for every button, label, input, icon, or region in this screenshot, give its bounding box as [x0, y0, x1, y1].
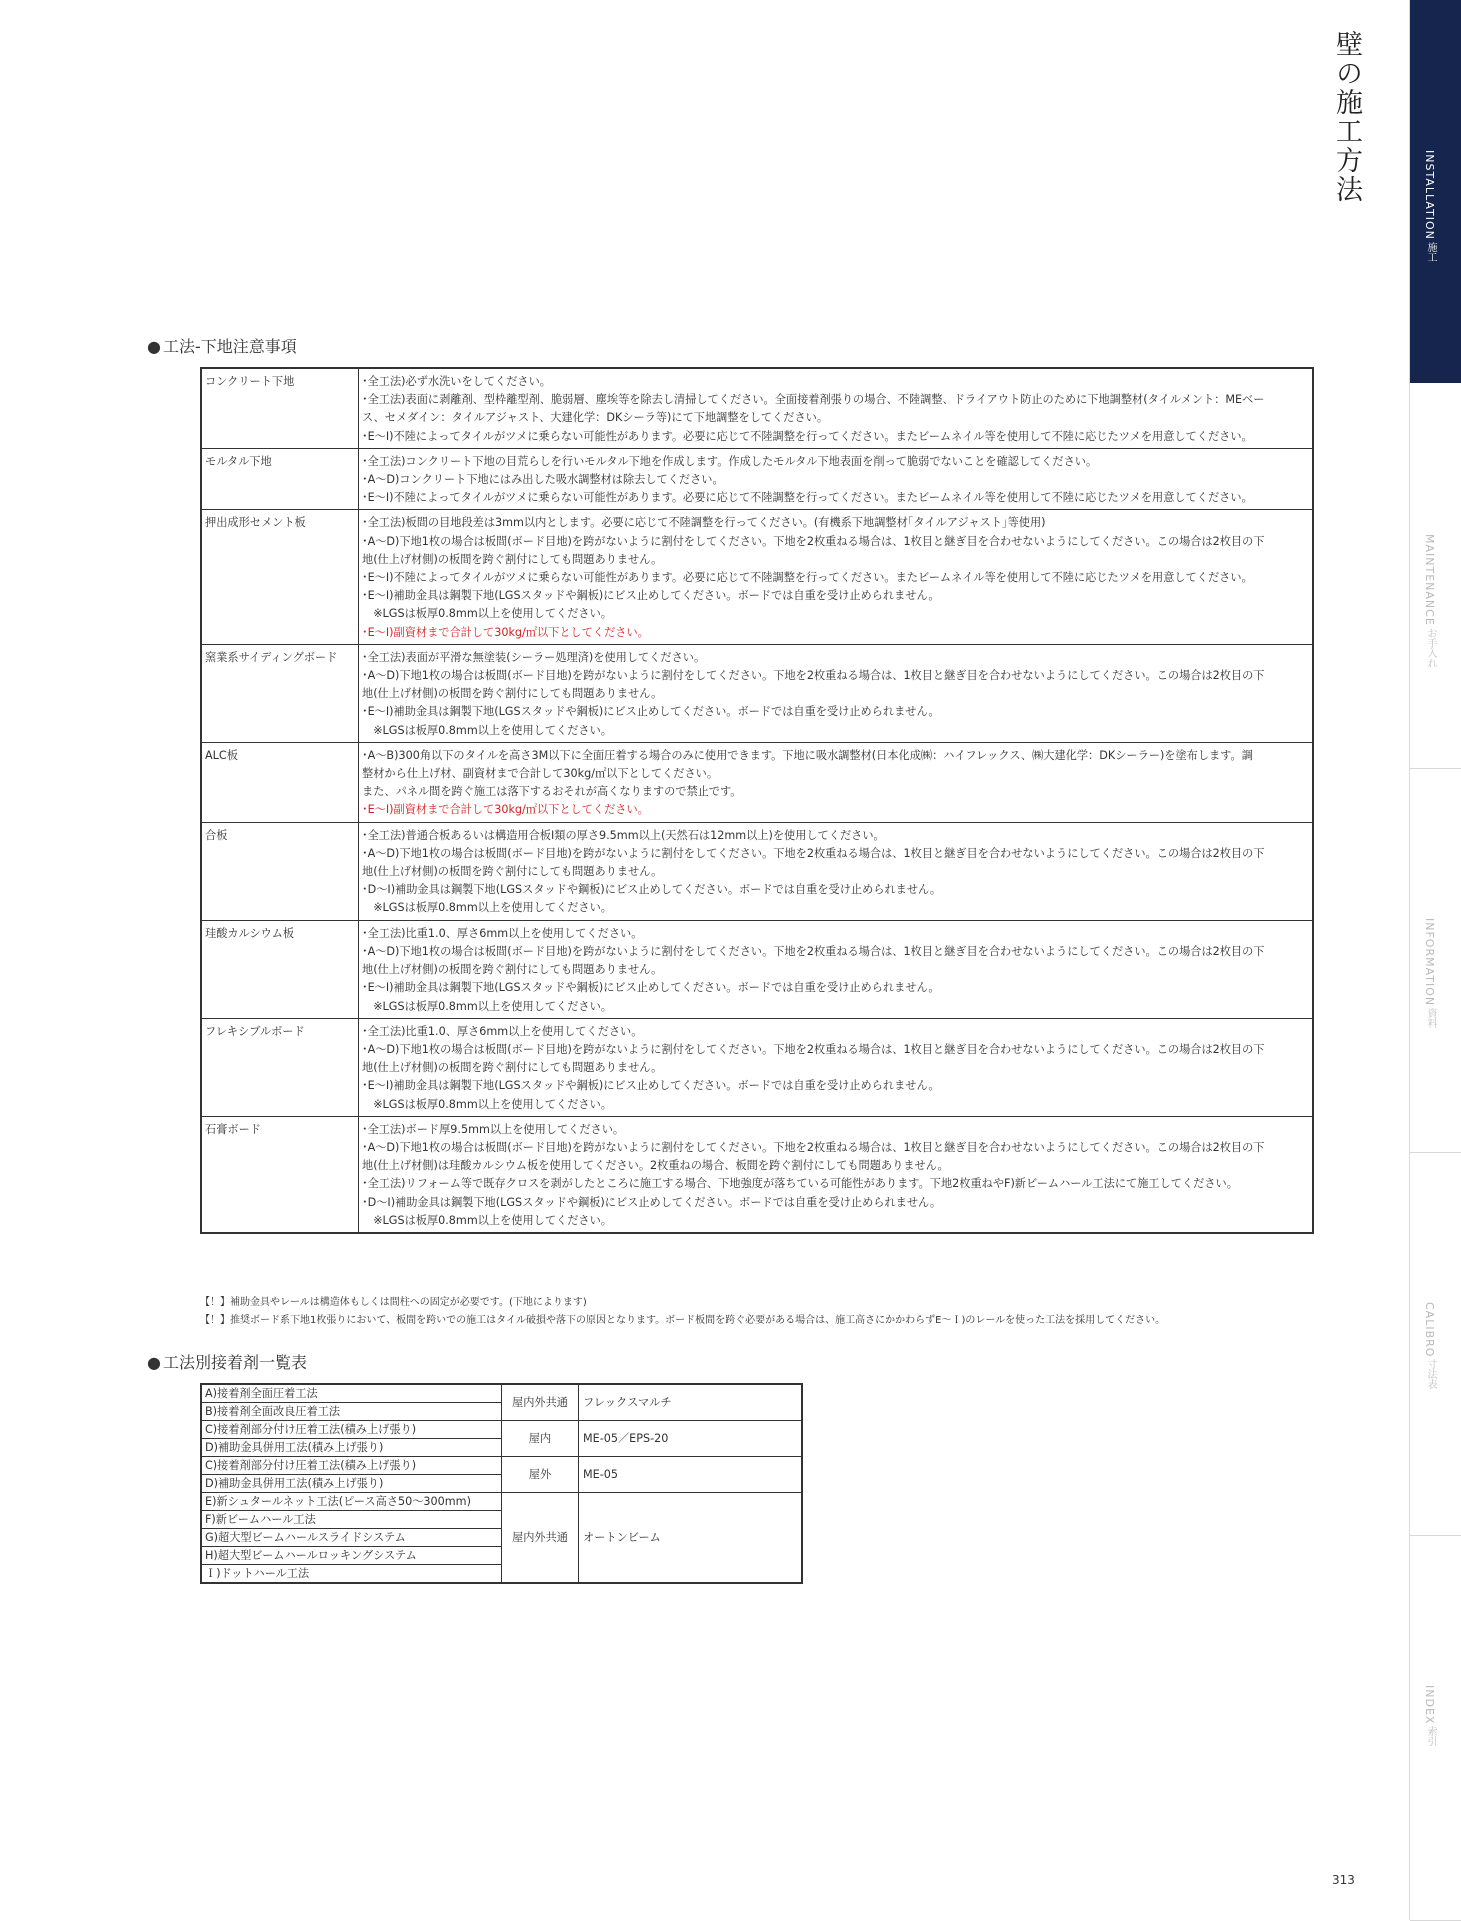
- method-name: H)超大型ビームハールロッキングシステム: [201, 1547, 502, 1565]
- side-tab-label-en: INSTALLATION: [1423, 150, 1436, 240]
- substrate-category: 石膏ボード: [201, 1116, 359, 1233]
- caution-note: 【！】推奨ボード系下地1枚張りにおいて、板間を跨いでの施工はタイル破損や落下の原因となります。ボード板間を跨ぐ必要がある場合は、施工高さにかかわらずE～Ｉ)のレールを使った工法を採用してください。: [200, 1315, 1166, 1326]
- usage-scope: 屋外: [502, 1457, 579, 1493]
- side-tab-text: [1424, 150, 1435, 262]
- note-line: ･A～D)下地1枚の場合は板間(ボード目地)を跨がないように割付をしてください。下地を2枚重ねる場合は、1枚目と継ぎ目を合わせないようにしてください。この場合は2枚目の下: [362, 944, 1265, 958]
- note-line: ･E～I)不陸によってタイルがツメに乗らない可能性があります。必要に応じて不陸調整を行ってください。またビームネイル等を使用して不陸に応じたツメを用意してください。: [362, 429, 1253, 443]
- table-row: [201, 1384, 802, 1403]
- method-name: C)接着剤部分付け圧着工法(積み上げ張り): [201, 1421, 502, 1439]
- warning-line: ･E～I)副資材まで合計して30kg/㎡以下としてください。: [362, 625, 649, 639]
- note-line: ･A～D)コンクリート下地にはみ出した吸水調整材は除去してください。: [362, 473, 724, 487]
- method-name: B)接着剤全面改良圧着工法: [201, 1403, 502, 1421]
- side-tab-label-en: INDEX: [1423, 1685, 1436, 1725]
- usage-scope: 屋内: [502, 1421, 579, 1457]
- table-row: [201, 1018, 1313, 1116]
- table-row: [201, 510, 1313, 644]
- section-heading-substrate: [147, 334, 297, 357]
- side-tab-index[interactable]: [1410, 1535, 1461, 1921]
- substrate-category: 窯業系サイディングボード: [201, 644, 359, 742]
- substrate-notes: [359, 448, 1314, 510]
- adhesive-product: ME-05: [579, 1457, 803, 1493]
- method-name: D)補助金具併用工法(積み上げ張り): [201, 1475, 502, 1493]
- note-line: ･全工法)リフォーム等で既存クロスを剥がしたところに施工する場合、下地強度が落ちている可能性があります。下地2枚重ねやF)新ビームハール工法にて施工してください。: [362, 1177, 1238, 1191]
- side-tab-text: [1424, 1302, 1435, 1389]
- note-line: ･全工法)比重1.0、厚さ6mm以上を使用してください。: [362, 1024, 643, 1038]
- table-row: [201, 448, 1313, 510]
- note-line: ･A～D)下地1枚の場合は板間(ボード目地)を跨がないように割付をしてください。下地を2枚重ねる場合は、1枚目と継ぎ目を合わせないようにしてください。この場合は2枚目の下: [362, 669, 1265, 683]
- note-line: ･全工法)板間の目地段差は3mm以内とします。必要に応じて不陸調整を行ってください。(有機系下地調整材｢タイルアジャスト｣等使用): [362, 516, 1046, 530]
- side-tab-label-jp: 施工: [1425, 241, 1436, 262]
- note-line: また、パネル間を跨ぐ施工は落下するおそれが高くなりますので禁止です。: [362, 785, 742, 799]
- adhesive-product: フレックスマルチ: [579, 1384, 803, 1421]
- table-row: [201, 742, 1313, 822]
- substrate-notes: [359, 822, 1314, 920]
- substrate-notes: [359, 920, 1314, 1018]
- note-line: ･全工法)普通合板あるいは構造用合板Ⅰ類の厚さ9.5mm以上(天然石は12mm以上)を使用してください。: [362, 828, 885, 842]
- side-tab-label-jp: 資料: [1425, 1008, 1436, 1029]
- caution-notes: [200, 1294, 1165, 1330]
- note-line: 地(仕上げ材側)の板間を跨ぐ割付にしても問題ありません。: [362, 963, 663, 977]
- page-title: 壁の施工方法: [1331, 30, 1362, 204]
- adhesive-product: オートンビーム: [579, 1493, 803, 1584]
- method-name: A)接着剤全面圧着工法: [201, 1384, 502, 1403]
- substrate-category: 珪酸カルシウム板: [201, 920, 359, 1018]
- bullet-icon: ●: [147, 337, 161, 356]
- note-line: ･全工法)コンクリート下地の目荒らしを行いモルタル下地を作成します。作成したモルタル下地表面を削って脆弱でないことを確認してください。: [362, 454, 1098, 468]
- note-line: 地(仕上げ材側)の板間を跨ぐ割付にしても問題ありません。: [362, 552, 663, 566]
- bullet-icon: ●: [147, 1353, 161, 1372]
- side-tab-text: [1424, 1685, 1435, 1746]
- note-line: ･A～D)下地1枚の場合は板間(ボード目地)を跨がないように割付をしてください。下地を2枚重ねる場合は、1枚目と継ぎ目を合わせないようにしてください。この場合は2枚目の下: [362, 1140, 1265, 1154]
- substrate-category: コンクリート下地: [201, 368, 359, 448]
- substrate-category: 合板: [201, 822, 359, 920]
- note-line: 地(仕上げ材側)の板間を跨ぐ割付にしても問題ありません。: [362, 687, 663, 701]
- substrate-notes-table: [200, 367, 1314, 1234]
- substrate-notes: [359, 1116, 1314, 1233]
- note-line: ※LGSは板厚0.8mm以上を使用してください。: [362, 999, 612, 1013]
- note-line: 地(仕上げ材側)の板間を跨ぐ割付にしても問題ありません。: [362, 1061, 663, 1075]
- note-line: ※LGSは板厚0.8mm以上を使用してください。: [362, 607, 612, 621]
- method-name: C)接着剤部分付け圧着工法(積み上げ張り): [201, 1457, 502, 1475]
- table-row: [201, 920, 1313, 1018]
- section-heading-text: 工法別接着剤一覧表: [162, 1353, 307, 1372]
- table-row: [201, 1493, 802, 1511]
- adhesive-product: ME-05／EPS-20: [579, 1421, 803, 1457]
- table-row: [201, 368, 1313, 448]
- substrate-notes: [359, 1018, 1314, 1116]
- note-line: ･A～D)下地1枚の場合は板間(ボード目地)を跨がないように割付をしてください。下地を2枚重ねる場合は、1枚目と継ぎ目を合わせないようにしてください。この場合は2枚目の下: [362, 534, 1265, 548]
- table-row: [201, 644, 1313, 742]
- note-line: ･全工法)ボード厚9.5mm以上を使用してください。: [362, 1122, 625, 1136]
- note-line: ･E～I)不陸によってタイルがツメに乗らない可能性があります。必要に応じて不陸調整を行ってください。またビームネイル等を使用して不陸に応じたツメを用意してください。: [362, 491, 1253, 505]
- side-tab-label-jp: 索引: [1425, 1726, 1436, 1747]
- note-line: ･E～I)補助金具は鋼製下地(LGSスタッドや鋼板)にビス止めしてください。ボードでは自重を受け止められません。: [362, 705, 940, 719]
- side-tab-label-en: MAINTENANCE: [1423, 534, 1436, 626]
- note-line: ･全工法)表面が平滑な無塗装(シーラー処理済)を使用してください。: [362, 650, 706, 664]
- table-row: [201, 1457, 802, 1475]
- substrate-notes: [359, 742, 1314, 822]
- note-line: ※LGSは板厚0.8mm以上を使用してください。: [362, 723, 612, 737]
- table-row: [201, 822, 1313, 920]
- note-line: ･全工法)表面に剥離剤、型枠離型剤、脆弱層、塵埃等を除去し清掃してください。全面接着剤張りの場合、不陸調整、ドライアウト防止のために下地調整材(タイルメント：MEベー: [362, 393, 1265, 407]
- note-line: ス、セメダイン：タイルアジャスト、大建化学：DKシーラ等)にて下地調整をしてください。: [362, 411, 829, 425]
- method-name: E)新シュタールネット工法(ピース高さ50～300mm): [201, 1493, 502, 1511]
- side-tab-calibro[interactable]: [1410, 1152, 1461, 1536]
- side-tab-information[interactable]: [1410, 768, 1461, 1153]
- table-row: [201, 1116, 1313, 1233]
- note-line: ･D～I)補助金具は鋼製下地(LGSスタッドや鋼板)にビス止めしてください。ボードでは自重を受け止められません。: [362, 1195, 942, 1209]
- note-line: 整材から仕上げ材、副資材まで合計して30kg/㎡以下としてください。: [362, 767, 719, 781]
- side-tab-installation[interactable]: [1410, 0, 1461, 383]
- method-name: Ｉ)ドットハール工法: [201, 1565, 502, 1584]
- note-line: ･E～I)不陸によってタイルがツメに乗らない可能性があります。必要に応じて不陸調整を行ってください。またビームネイル等を使用して不陸に応じたツメを用意してください。: [362, 571, 1253, 585]
- side-tab-text: [1424, 918, 1435, 1028]
- page-number: 313: [1332, 1873, 1355, 1887]
- section-heading-text: 工法-下地注意事項: [162, 337, 297, 356]
- side-tab-label-jp: 寸法表: [1425, 1359, 1436, 1390]
- substrate-notes: [359, 644, 1314, 742]
- substrate-notes: [359, 510, 1314, 644]
- note-line: 地(仕上げ材側)は珪酸カルシウム板を使用してください。2枚重ねの場合、板間を跨ぐ割付にしても問題ありません。: [362, 1159, 949, 1173]
- caution-note: 【！】補助金具やレールは構造体もしくは間柱への固定が必要です。(下地によります): [200, 1297, 587, 1308]
- note-line: ･D～I)補助金具は鋼製下地(LGSスタッドや鋼板)にビス止めしてください。ボードでは自重を受け止められません。: [362, 883, 942, 897]
- note-line: ･E～I)補助金具は鋼製下地(LGSスタッドや鋼板)にビス止めしてください。ボードでは自重を受け止められません。: [362, 1079, 940, 1093]
- side-tab-text: [1424, 534, 1435, 668]
- method-name: D)補助金具併用工法(積み上げ張り): [201, 1439, 502, 1457]
- note-line: ※LGSは板厚0.8mm以上を使用してください。: [362, 901, 612, 915]
- substrate-category: フレキシブルボード: [201, 1018, 359, 1116]
- note-line: ※LGSは板厚0.8mm以上を使用してください。: [362, 1097, 612, 1111]
- substrate-category: ALC板: [201, 742, 359, 822]
- substrate-notes: [359, 368, 1314, 448]
- method-name: F)新ビームハール工法: [201, 1511, 502, 1529]
- note-line: ･全工法)必ず水洗いをしてください。: [362, 375, 551, 388]
- side-tab-maintenance[interactable]: [1410, 384, 1461, 769]
- side-tab-label-jp: お手入れ: [1425, 627, 1436, 668]
- method-name: G)超大型ビームハールスライドシステム: [201, 1529, 502, 1547]
- note-line: ※LGSは板厚0.8mm以上を使用してください。: [362, 1213, 612, 1227]
- note-line: ･A～D)下地1枚の場合は板間(ボード目地)を跨がないように割付をしてください。下地を2枚重ねる場合は、1枚目と継ぎ目を合わせないようにしてください。この場合は2枚目の下: [362, 1042, 1265, 1056]
- usage-scope: 屋内外共通: [502, 1384, 579, 1421]
- usage-scope: 屋内外共通: [502, 1493, 579, 1584]
- side-tab-label-en: CALIBRO: [1423, 1302, 1436, 1358]
- warning-line: ･E～I)副資材まで合計して30kg/㎡以下としてください。: [362, 803, 649, 817]
- note-line: 地(仕上げ材側)の板間を跨ぐ割付にしても問題ありません。: [362, 865, 663, 879]
- side-tab-bar: [1409, 0, 1461, 1920]
- substrate-category: 押出成形セメント板: [201, 510, 359, 644]
- table-row: [201, 1421, 802, 1439]
- note-line: ･A～B)300角以下のタイルを高さ3M以下に全面圧着する場合のみに使用できます。下地に吸水調整材(日本化成㈱：ハイフレックス、㈱大建化学：DKシーラー)を塗布します。調: [362, 748, 1253, 762]
- side-tab-label-en: INFORMATION: [1423, 918, 1436, 1007]
- note-line: ･E～I)補助金具は鋼製下地(LGSスタッドや鋼板)にビス止めしてください。ボードでは自重を受け止められません。: [362, 981, 940, 995]
- note-line: ･E～I)補助金具は鋼製下地(LGSスタッドや鋼板)にビス止めしてください。ボードでは自重を受け止められません。: [362, 589, 940, 603]
- section-heading-adhesive: [147, 1350, 307, 1373]
- note-line: ･A～D)下地1枚の場合は板間(ボード目地)を跨がないように割付をしてください。下地を2枚重ねる場合は、1枚目と継ぎ目を合わせないようにしてください。この場合は2枚目の下: [362, 846, 1265, 860]
- substrate-category: モルタル下地: [201, 448, 359, 510]
- adhesive-table: [200, 1383, 803, 1584]
- note-line: ･全工法)比重1.0、厚さ6mm以上を使用してください。: [362, 926, 643, 940]
